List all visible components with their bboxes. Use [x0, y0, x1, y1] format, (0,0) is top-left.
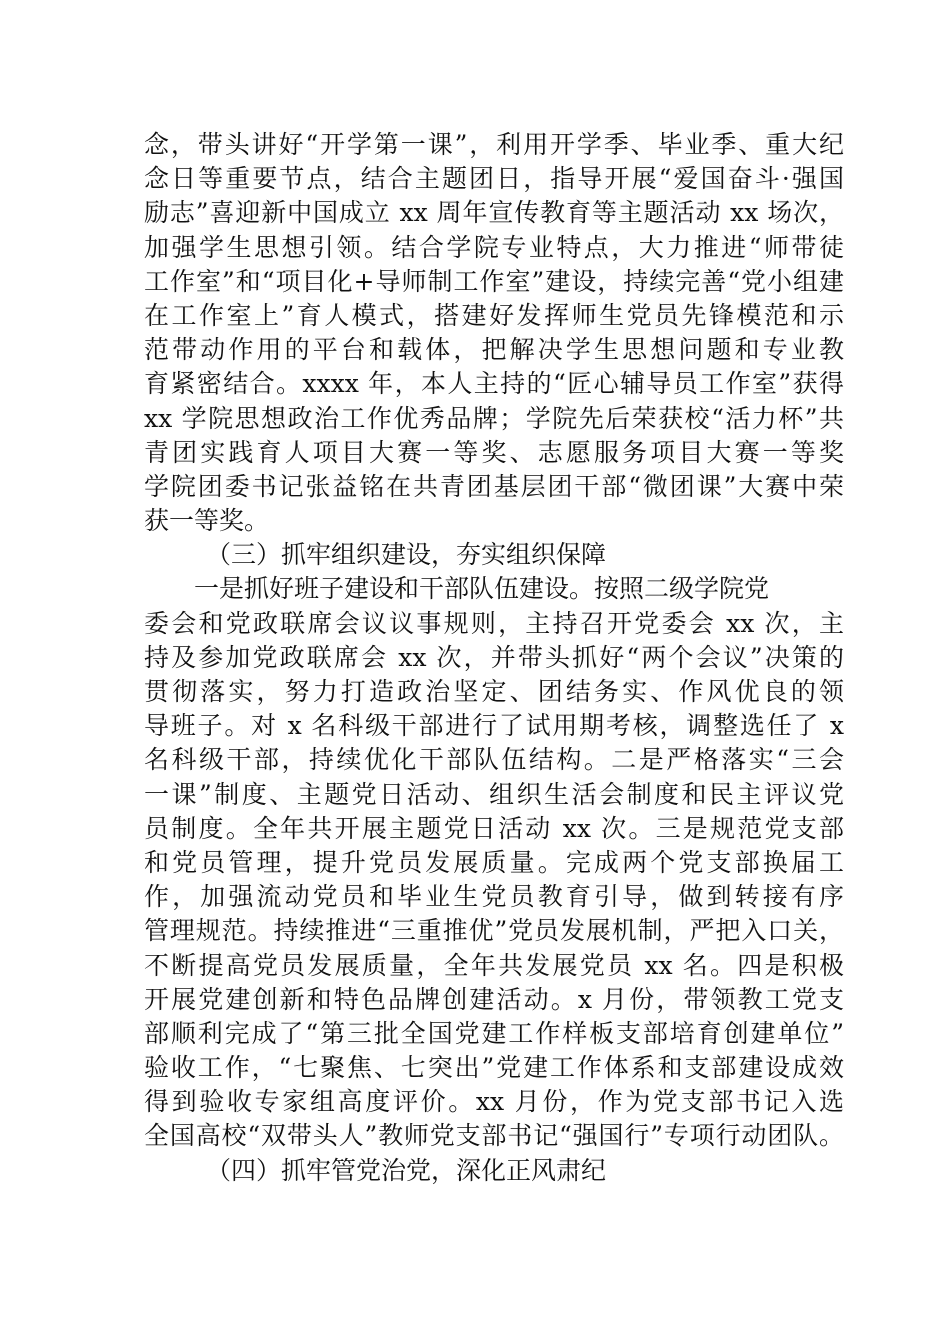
text-line: 青团实践育人项目大赛一等奖、志愿服务项目大赛一等奖 [144, 437, 844, 467]
text-line: 委会和党政联席会议议事规则，主持召开党委会 xx 次，主 [144, 608, 844, 638]
text-line: 获一等奖。 [144, 506, 270, 536]
text-line: 持及参加党政联席会 xx 次，并带头抓好“两个会议”决策的 [144, 642, 844, 672]
text-line: 学院团委书记张益铭在共青团基层团干部“微团课”大赛中荣 [144, 471, 844, 501]
text-line: 管理规范。持续推进“三重推优”党员发展机制，严把入口关， [144, 916, 844, 946]
text-line: 念日等重要节点，结合主题团日，指导开展“爱国奋斗·强国 [144, 164, 844, 194]
text-line: 全国高校“双带头人”教师党支部书记“强国行”专项行动团队。 [144, 1121, 844, 1151]
text-line: 念，带头讲好“开学第一课”，利用开学季、毕业季、重大纪 [144, 130, 844, 159]
text-line: 工作室”和“项目化+导师制工作室”建设，持续完善“党小组建 [144, 266, 844, 296]
text-line: 励志”喜迎新中国成立 xx 周年宣传教育等主题活动 xx 场次， [144, 198, 844, 228]
text-line: 育紧密结合。xxxx 年，本人主持的“匠心辅导员工作室”获得 [144, 369, 844, 399]
text-line: 导班子。对 x 名科级干部进行了试用期考核，调整选任了 x [144, 711, 844, 741]
text-line: xx 学院思想政治工作优秀品牌；学院先后荣获校“活力杯”共 [144, 403, 844, 433]
document-body [144, 128, 844, 1188]
text-line: 一是抓好班子建设和干部队伍建设。按照二级学院党 [194, 574, 770, 604]
text-line: 得到验收专家组高度评价。xx 月份，作为党支部书记入选 [144, 1087, 844, 1117]
text-line: 加强学生思想引领。结合学院专业特点，大力推进“师带徒 [144, 232, 844, 262]
text-line: 一课”制度、主题党日活动、组织生活会制度和民主评议党 [144, 779, 844, 809]
text-line: 员制度。全年共开展主题党日活动 xx 次。三是规范党支部 [144, 813, 844, 843]
text-line: 作，加强流动党员和毕业生党员教育引导，做到转接有序 [144, 882, 844, 912]
text-line: 范带动作用的平台和载体，把解决学生思想问题和专业教 [144, 335, 844, 365]
text-line: 部顺利完成了“第三批全国党建工作样板支部培育创建单位” [144, 1018, 844, 1048]
text-line: 验收工作，“七聚焦、七突出”党建工作体系和支部建设成效 [144, 1053, 844, 1083]
text-line: 贯彻落实，努力打造政治坚定、团结务实、作风优良的领 [144, 677, 844, 706]
text-line: 名科级干部，持续优化干部队伍结构。二是严格落实“三会 [144, 745, 844, 775]
section-heading: （四）抓牢管党治党，深化正风肃纪 [206, 1155, 607, 1185]
text-line: 不断提高党员发展质量，全年共发展党员 xx 名。四是积极 [144, 950, 844, 980]
text-line: 开展党建创新和特色品牌创建活动。x 月份，带领教工党支 [144, 984, 844, 1014]
section-heading: （三）抓牢组织建设，夯实组织保障 [206, 540, 607, 570]
text-line: 在工作室上”育人模式，搭建好发挥师生党员先锋模范和示 [144, 300, 844, 330]
text-line: 和党员管理，提升党员发展质量。完成两个党支部换届工 [144, 847, 844, 877]
